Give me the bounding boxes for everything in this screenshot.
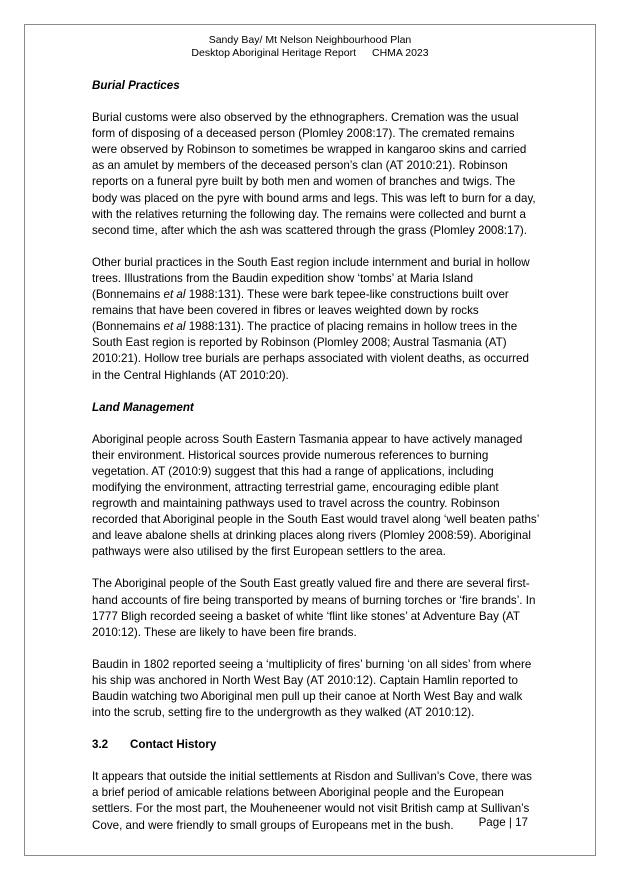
header-org-year: CHMA 2023 xyxy=(371,47,429,59)
et-al-2: et al xyxy=(163,320,186,334)
burial-p2-part-c: 1988:131). The practice of placing remains in hollow trees in the South East region is reported by Robinson (Plomley 2008; Austral Tasmania (AT) 2010:21). Hollow tree burials are perhaps associated with violent deaths, as occurred in the Central Highlands (AT 2010:20). xyxy=(92,320,529,382)
land-paragraph-1: Aboriginal people across South Eastern Tasmania appear to have actively managed their environment. Historical sources provide numerous references to burning vegetation. AT (2010:9) suggest that this had a range of applications, including modifying the environment, attracting terrestrial game, encouraging edible plant regrowth and maintaining pathways used to travel across the country. Robinson recorded that Aboriginal people in the South East would travel along ‘well beaten paths’ and leave abalone shells at drinking places along rivers (Plomley 2008:59). Aboriginal pathways were also utilised by the first European settlers to the area. xyxy=(92,432,539,559)
burial-practices-heading: Burial Practices xyxy=(92,79,180,92)
contact-paragraph-1: It appears that outside the initial settlements at Risdon and Sullivan’s Cove, there was a brief period of amicable relations between Aboriginal people and the European settlers. For the most part, the Mouheneener would not visit British camp at Sullivan’s Cove, and were friendly to small groups of Europeans met in the bush. xyxy=(92,770,532,832)
burial-p2-part-a: Other burial practices in the South East region include internment and burial in hollow trees. Illustrations from the Baudin expedition show ‘tombs’ at Maria Island (Bonnemains xyxy=(92,255,530,302)
section-number: 3.2 xyxy=(92,738,109,752)
contact-history-heading xyxy=(92,737,540,753)
header-report-line xyxy=(24,47,596,60)
header-plan-title: Sandy Bay/ Mt Nelson Neighbourhood Plan xyxy=(208,34,412,46)
header-report-title: Desktop Aboriginal Heritage Report xyxy=(191,47,356,59)
page-number: Page | 17 xyxy=(478,816,528,829)
burial-paragraph-1: Burial customs were also observed by the ethnographers. Cremation was the usual form of disposing of a deceased person (Plomley 2008:17). The cremated remains were observed by Robinson to sometimes be wrapped in kangaroo skins and carried as an amulet by members of the deceased person’s clan (AT 2010:21). Robinson reports on a funeral pyre built by both men and women of branches and twigs. The body was placed on the pyre with bound arms and legs. This was left to burn for a day, with the relatives returning the following day. The remains were collected and burnt a second time, after which the ash was scattered through the grass (Plomley 2008:17). xyxy=(92,111,536,237)
et-al-1: et al xyxy=(163,288,186,302)
page-body xyxy=(92,78,540,834)
land-management-heading: Land Management xyxy=(92,400,194,414)
land-paragraph-2: The Aboriginal people of the South East greatly valued fire and there are several first-hand accounts of fire being transported by means of burning torches or ‘fire brands’. In 1777 Bligh recorded seeing a basket of white ‘flint like stones’ at Adventure Bay (AT 2010:12). These are likely to have been fire brands. xyxy=(92,577,536,639)
land-paragraph-3: Baudin in 1802 reported seeing a ‘multiplicity of fires’ burning ‘on all sides’ from where his ship was anchored in North West Bay (AT 2010:12). Captain Hamlin reported to Baudin watching two Aboriginal men pull up their canoe at North West Bay and walk into the scrub, setting fire to the undergrowth as they walked (AT 2010:12). xyxy=(92,657,532,720)
burial-paragraph-2 xyxy=(92,255,540,384)
burial-p2-part-b: 1988:131). These were bark tepee-like constructions built over remains that have been covered in fibres or leaves weighted down by rocks (Bonnemains xyxy=(92,288,509,334)
page-header xyxy=(24,34,596,60)
section-title: Contact History xyxy=(130,738,217,752)
